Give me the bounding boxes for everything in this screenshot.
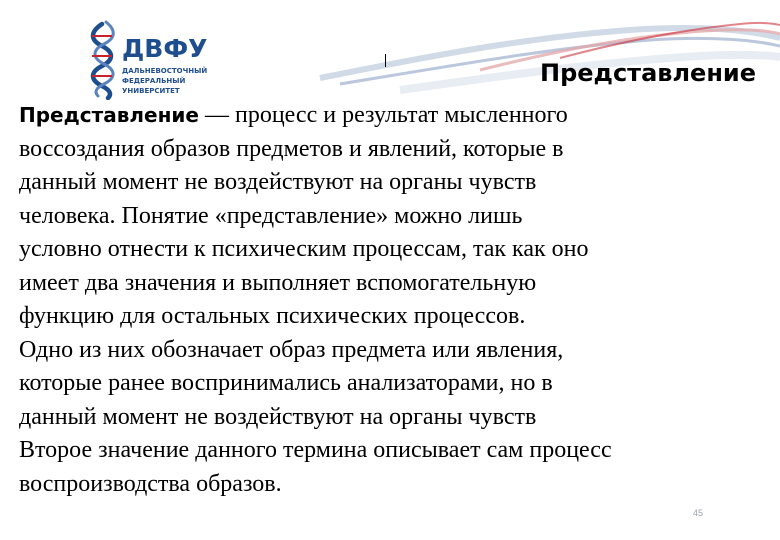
header-wave-decoration xyxy=(300,0,780,110)
defined-term: Представление xyxy=(19,103,199,127)
logo-full-name xyxy=(122,66,207,96)
text-line: условно отнести к психическим процессам, так как оно xyxy=(19,236,589,262)
text-line: имеет два значения и выполняет вспомогательную xyxy=(19,269,537,296)
logo-abbreviation: ДВФУ xyxy=(122,34,208,63)
university-logo xyxy=(82,18,222,100)
text-line: которые ранее воспринимались анализаторами, но в xyxy=(19,370,553,396)
text-line: данный момент не воздействуют на органы чувств xyxy=(19,169,537,195)
text-line xyxy=(19,99,767,133)
page-number: 45 xyxy=(693,508,704,518)
text-line: Одно из них обозначает образ предмета или явления, xyxy=(19,336,564,363)
text-line: Второе значение данного термина описывает сам процесс xyxy=(19,437,612,463)
logo-name-line: УНИВЕРСИТЕТ xyxy=(122,87,180,95)
logo-name-line: ФЕДЕРАЛЬНЫЙ xyxy=(122,77,186,85)
text-line: воссоздания образов предметов и явлений, которые в xyxy=(19,135,564,162)
definition-lead: — процесс и результат мысленного xyxy=(198,102,568,128)
text-line: данный момент не воздействуют на органы чувств xyxy=(19,403,537,430)
text-line: функцию для остальных психических процессов. xyxy=(19,303,526,329)
helix-logo-icon xyxy=(82,18,124,100)
slide-title: Представление xyxy=(540,59,756,87)
text-line: человека. Понятие «представление» можно лишь xyxy=(19,202,523,229)
logo-name-line: ДАЛЬНЕВОСТОЧНЫЙ xyxy=(122,67,208,75)
text-line: воспроизводства образов. xyxy=(19,470,282,497)
definition-text xyxy=(19,99,767,501)
divider-tick xyxy=(385,54,386,67)
